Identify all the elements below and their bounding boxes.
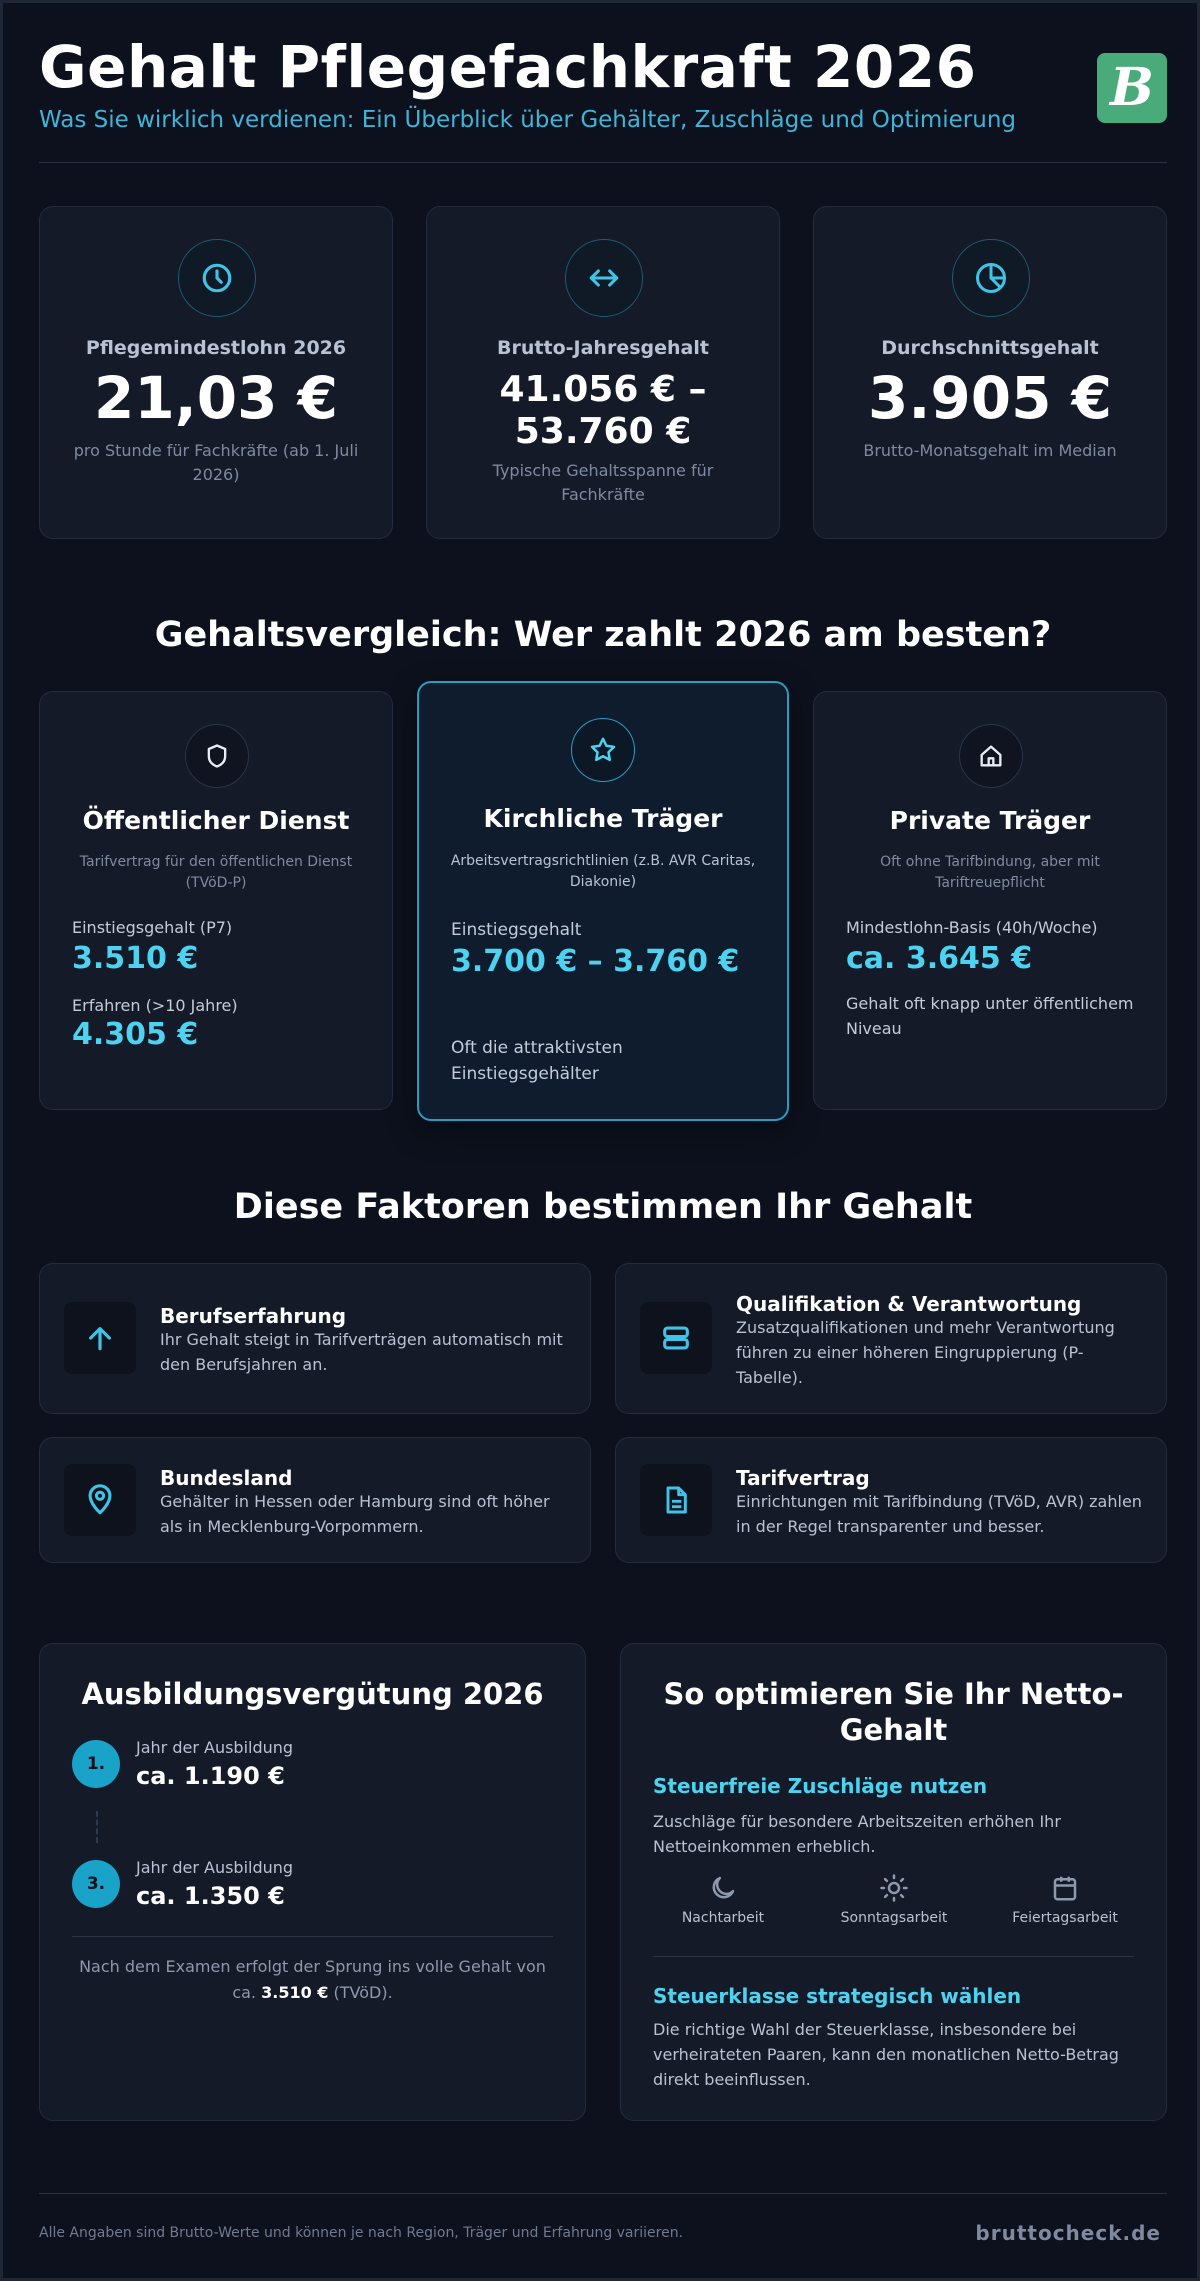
factor-card-qualification <box>615 1263 1167 1414</box>
employer-card-public <box>39 691 393 1110</box>
employer-name: Private Träger <box>889 806 1091 835</box>
factor-desc: Gehälter in Hessen oder Hamburg sind oft höher als in Mecklenburg-Vorpommern. <box>160 1492 550 1536</box>
training-title: Ausbildungsvergütung 2026 <box>81 1677 544 1711</box>
employer-desc: Oft ohne Tarifbindung, aber mit Tariftreuepflicht <box>880 854 1100 891</box>
factor-card-tariff <box>615 1437 1167 1563</box>
brand-logo[interactable] <box>1097 53 1167 123</box>
salary-value: 4.305 € <box>72 1017 199 1052</box>
step-badge: 1. <box>72 1740 120 1788</box>
arrow-up-icon <box>64 1302 136 1374</box>
salary-key: Erfahren (>10 Jahre) <box>72 996 238 1015</box>
note-text: Nach dem Examen erfolgt der Sprung ins volle Gehalt von ca. <box>79 1957 546 2002</box>
step-badge: 3. <box>72 1860 120 1908</box>
employer-desc: Arbeitsvertragsrichtlinien (z.B. AVR Caritas, Diakonie) <box>450 853 756 890</box>
factor-desc: Einrichtungen mit Tarifbindung (TVöD, AVR) zahlen in der Regel transparenter und besser. <box>736 1492 1142 1536</box>
document-icon <box>640 1464 712 1536</box>
shift-label: Nachtarbeit <box>681 1910 765 1926</box>
employer-card-private <box>813 691 1167 1110</box>
stat-label: Brutto-Jahresgehalt <box>497 337 709 359</box>
footer-brand-link[interactable]: bruttocheck.de <box>975 2221 1161 2245</box>
step-label: Jahr der Ausbildung <box>136 1738 294 1757</box>
logo-letter: B <box>1110 57 1154 118</box>
stat-note: pro Stunde für Fachkräfte (ab 1. Juli 2026) <box>73 441 359 484</box>
step-value: ca. 1.350 € <box>136 1882 285 1910</box>
training-note <box>76 1954 549 2005</box>
employer-desc: Tarifvertrag für den öffentlichen Dienst (TVöD-P) <box>79 854 353 891</box>
salary-key: Mindestlohn-Basis (40h/Woche) <box>846 918 1098 937</box>
stat-label: Durchschnittsgehalt <box>881 337 1099 359</box>
footer-divider <box>39 2193 1167 2194</box>
salary-value: 3.700 € – 3.760 € <box>451 944 740 979</box>
stat-note: Typische Gehaltsspanne für Fachkräfte <box>492 461 714 504</box>
shift-label: Feiertagsarbeit <box>1012 1910 1118 1926</box>
factor-card-experience <box>39 1263 591 1414</box>
stat-card-minimum-wage <box>39 206 393 539</box>
stat-card-annual-salary <box>426 206 780 539</box>
factor-title: Qualifikation & Verantwortung <box>736 1292 1082 1316</box>
page-title: Gehalt Pflegefachkraft 2026 <box>39 33 977 101</box>
stat-value: 3.905 € <box>867 364 1112 432</box>
note-value: 3.510 € <box>261 1982 329 2002</box>
salary-key: Einstiegsgehalt <box>451 920 582 940</box>
moon-icon <box>653 1870 793 1906</box>
salary-value: 3.510 € <box>72 941 199 976</box>
factor-card-state <box>39 1437 591 1563</box>
shift-label: Sonntagsarbeit <box>840 1910 948 1926</box>
factor-title: Berufserfahrung <box>160 1304 347 1328</box>
calendar-icon <box>995 1870 1135 1906</box>
stat-card-average-salary <box>813 206 1167 539</box>
stat-label: Pflegemindestlohn 2026 <box>85 337 347 359</box>
factor-desc: Ihr Gehalt steigt in Tarifverträgen automatisch mit den Berufsjahren an. <box>160 1330 563 1374</box>
page-subtitle: Was Sie wirklich verdienen: Ein Überblick über Gehälter, Zuschläge und Optimierung <box>39 107 1017 133</box>
pie-chart-icon <box>952 239 1030 317</box>
stat-value: 21,03 € <box>93 364 338 432</box>
comparison-title: Gehaltsvergleich: Wer zahlt 2026 am besten? <box>154 615 1052 655</box>
divider <box>653 1956 1134 1957</box>
shift-night <box>653 1870 793 1926</box>
note-text-end: (TVöD). <box>333 1982 393 2002</box>
factor-title: Tarifvertrag <box>736 1466 870 1490</box>
shift-sunday <box>824 1870 964 1926</box>
footer-note: Alle Angaben sind Brutto-Werte und können je nach Region, Träger und Erfahrung variieren. <box>39 2225 684 2241</box>
employer-note: Gehalt oft knapp unter öffentlichem Niveau <box>846 994 1134 1038</box>
employer-card-church <box>417 681 789 1121</box>
step-connector <box>96 1811 98 1843</box>
stat-note: Brutto-Monatsgehalt im Median <box>863 441 1117 460</box>
optimize-title: So optimieren Sie Ihr Netto-Gehalt <box>663 1677 1124 1748</box>
layers-icon <box>640 1302 712 1374</box>
salary-key: Einstiegsgehalt (P7) <box>72 918 233 937</box>
house-icon <box>959 724 1023 788</box>
tip-desc: Die richtige Wahl der Steuerklasse, insbesondere bei verheirateten Paaren, kann den monatlichen Netto-Betrag direkt beeinflussen. <box>653 2020 1119 2089</box>
shift-holiday <box>995 1870 1135 1926</box>
clock-icon <box>178 239 256 317</box>
tip-title: Steuerklasse strategisch wählen <box>653 1984 1022 2008</box>
factors-title: Diese Faktoren bestimmen Ihr Gehalt <box>233 1187 973 1227</box>
arrows-horizontal-icon <box>565 239 643 317</box>
optimize-card <box>620 1643 1167 2121</box>
stat-value: 41.056 € – 53.760 € <box>499 369 707 453</box>
salary-value: ca. 3.645 € <box>846 941 1033 976</box>
employer-name: Kirchliche Träger <box>483 804 723 833</box>
tip-title: Steuerfreie Zuschläge nutzen <box>653 1774 988 1798</box>
employer-note: Oft die attraktivsten Einstiegsgehälter <box>451 1038 623 1085</box>
training-card <box>39 1643 586 2121</box>
sun-icon <box>824 1870 964 1906</box>
step-value: ca. 1.190 € <box>136 1762 285 1790</box>
factor-desc: Zusatzqualifikationen und mehr Verantwortung führen zu einer höheren Eingruppierung (P-Tabelle). <box>736 1318 1115 1387</box>
factor-title: Bundesland <box>160 1466 293 1490</box>
map-pin-icon <box>64 1464 136 1536</box>
tip-desc: Zuschläge für besondere Arbeitszeiten erhöhen Ihr Nettoeinkommen erheblich. <box>653 1812 1061 1856</box>
page-header <box>39 33 1167 163</box>
star-icon <box>571 718 635 782</box>
shield-icon <box>185 724 249 788</box>
employer-name: Öffentlicher Dienst <box>82 806 350 835</box>
step-label: Jahr der Ausbildung <box>136 1858 294 1877</box>
divider <box>72 1936 553 1937</box>
